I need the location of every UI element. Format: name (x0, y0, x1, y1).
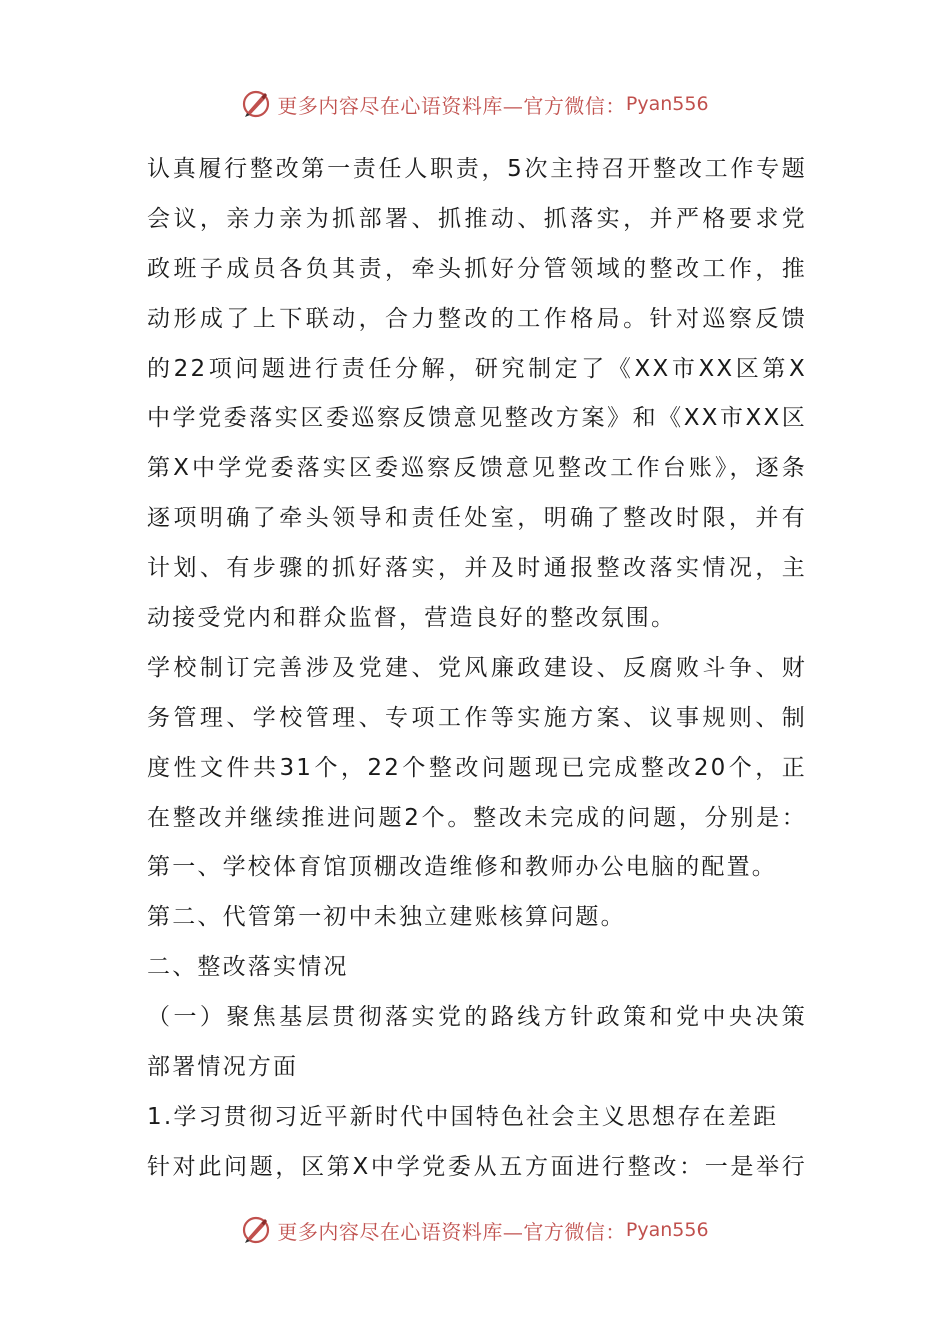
banner-text: 更多内容尽在心语资料库—官方微信： (277, 1219, 626, 1244)
text-line: 针对此问题，区第X中学党委从五方面进行整改：一是举行 (147, 1153, 807, 1180)
text-line: 政班子成员各负其责，牵头抓好分管领域的整改工作，推 (147, 255, 807, 282)
subsection-heading-cont: 部署情况方面 (147, 1054, 299, 1081)
text-line: 第一、学校体育馆顶棚改造维修和教师办公电脑的配置。 (147, 854, 777, 881)
pen-logo-icon (241, 1215, 271, 1245)
header-watermark-banner (0, 84, 950, 124)
text-line: 逐项明确了牵头领导和责任处室，明确了整改时限，并有 (147, 505, 807, 532)
text-line: 计划、有步骤的抓好落实，并及时通报整改落实情况，主 (147, 555, 807, 582)
pen-logo-icon (241, 89, 271, 119)
text-line: 的22项问题进行责任分解，研究制定了《XX市XX区第X (147, 355, 807, 382)
item-heading: 1.学习贯彻习近平新时代中国特色社会主义思想存在差距 (147, 1103, 779, 1130)
text-line: 第X中学党委落实区委巡察反馈意见整改工作台账》，逐条 (147, 455, 807, 482)
text-line: 务管理、学校管理、专项工作等实施方案、议事规则、制 (147, 704, 807, 731)
text-line: 第二、代管第一初中未独立建账核算问题。 (147, 904, 626, 931)
document-body (147, 145, 807, 1193)
subsection-heading: （一）聚焦基层贯彻落实党的路线方针政策和党中央决策 (147, 1004, 807, 1031)
banner-wechat-id: Pyan556 (625, 93, 709, 115)
text-line: 在整改并继续推进问题2个。整改未完成的问题，分别是： (147, 804, 807, 831)
text-line: 动形成了上下联动，合力整改的工作格局。针对巡察反馈 (147, 305, 807, 332)
text-line: 动接受党内和群众监督，营造良好的整改氛围。 (147, 605, 677, 632)
text-line: 度性文件共31个，22个整改问题现已完成整改20个，正 (147, 754, 807, 781)
footer-watermark-banner (0, 1210, 950, 1250)
text-line: 会议，亲力亲为抓部署、抓推动、抓落实，并严格要求党 (147, 205, 807, 232)
banner-text: 更多内容尽在心语资料库—官方微信： (277, 93, 626, 118)
text-line: 学校制订完善涉及党建、党风廉政建设、反腐败斗争、财 (147, 654, 807, 681)
text-line: 认真履行整改第一责任人职责，5次主持召开整改工作专题 (147, 156, 807, 182)
section-heading: 二、整改落实情况 (147, 954, 349, 981)
banner-wechat-id: Pyan556 (625, 1219, 709, 1241)
text-line: 中学党委落实区委巡察反馈意见整改方案》和《XX市XX区 (147, 405, 807, 432)
